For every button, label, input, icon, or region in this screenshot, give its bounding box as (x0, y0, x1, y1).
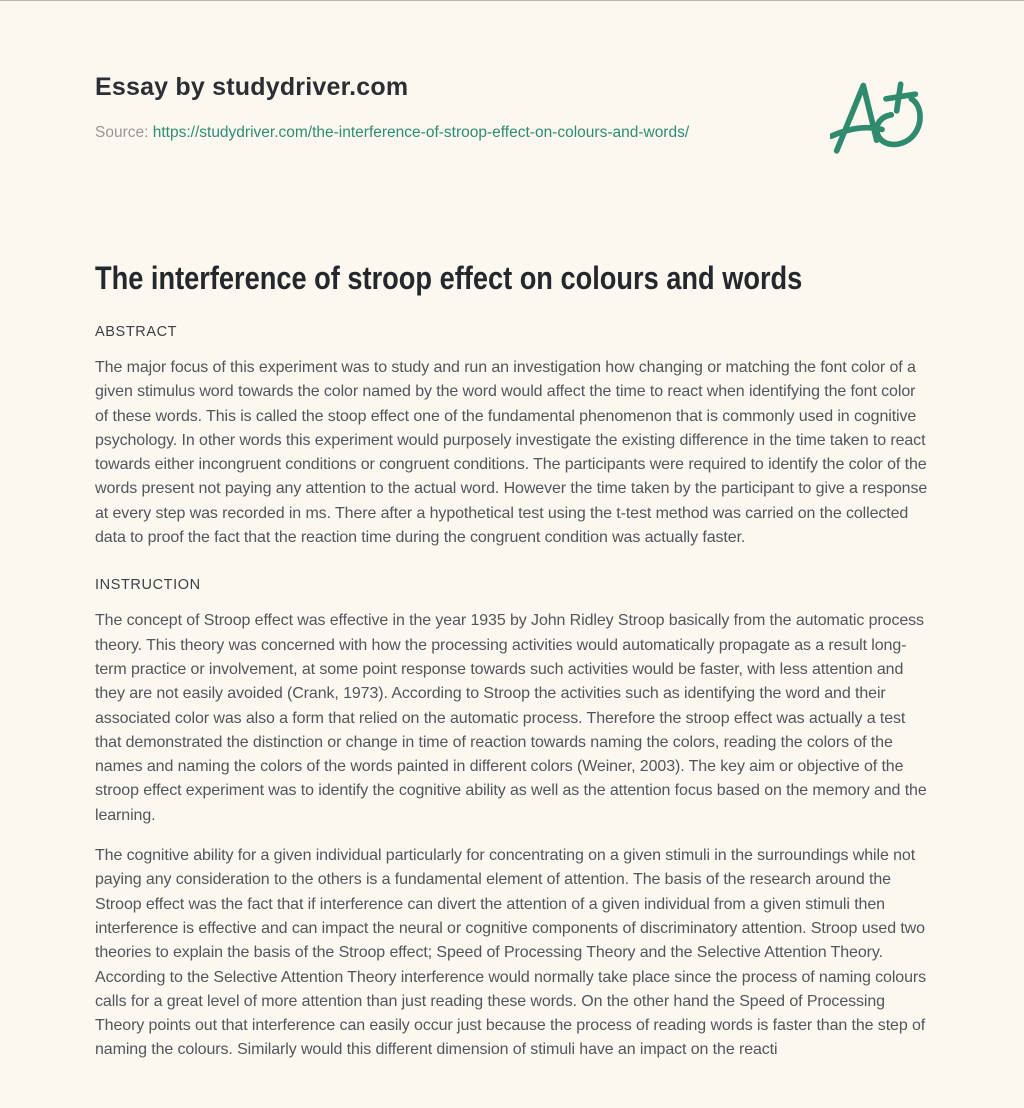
essay-title: The interference of stroop effect on colours and words (95, 260, 803, 296)
source-line (95, 124, 689, 142)
studydriver-aplus-logo-icon (830, 69, 930, 164)
section-heading-abstract: ABSTRACT (95, 324, 178, 340)
header-text-block (95, 73, 689, 142)
source-label: Source: (95, 124, 149, 141)
source-link[interactable]: https://studydriver.com/the-interference-of-stroop-effect-on-colours-and-words/ (152, 124, 690, 141)
page-content (0, 1, 1024, 1063)
page-header (95, 73, 930, 164)
instruction-paragraph-2: The cognitive ability for a given individual particularly for concentrating on a given stimuli in the surroundings while not paying any consideration to the others is a fundamental element of attention. The basis of the research around the Stroop effect was the fact that if interference can divert the attention of a given individual from a given stimuli then interference is effective and can impact the neural or cognitive components of discriminatory attention. Stroop used two theories to explain the basis of the Stroop effect; Speed of Processing Theory and the Selective Attention Theory. According to the Selective Attention Theory interference would normally take place since the process of naming colours calls for a great level of more attention than just reading these words. On the other hand the Speed of Processing Theory points out that interference can easily occur just because the process of reading words is faster than the step of naming the colours. Similarly would this different dimension of stimuli have an impact on the reacti (95, 847, 927, 1059)
site-header-title: Essay by studydriver.com (95, 73, 409, 101)
section-heading-instruction: INSTRUCTION (95, 577, 201, 594)
instruction-paragraph-1: The concept of Stroop effect was effective in the year 1935 by John Ridley Stroop basically from the automatic process theory. This theory was concerned with how the processing activities would automatically propagate as a result long-term practice or involvement, at some point response towards such activities would be faster, with less attention and they are not easily avoided (Crank, 1973). According to Stroop the activities such as identifying the word and their associated color was also a form that relied on the automatic process. Therefore the stroop effect was actually a test that demonstrated the distinction or change in time of reaction towards naming the colors, reading the colors of the names and naming the colors of the words painted in different colors (Weiner, 2003). The key aim or objective of the stroop effect experiment was to identify the cognitive ability as well as the attention focus based on the memory and the learning. (95, 612, 927, 824)
abstract-paragraph: The major focus of this experiment was to study and run an investigation how changing or matching the font color of a given stimulus word towards the color named by the word would affect the time to react when identifying the font color of these words. This is called the stoop effect one of the fundamental phenomenon that is commonly used in cognitive psychology. In other words this experiment would purposely investigate the existing difference in the time taken to react towards either incongruent conditions or congruent conditions. The participants were required to identify the color of the words present not paying any attention to the actual word. However the time taken by the participant to give a response at every step was recorded in ms. There after a hypothetical test using the t-test method was carried on the collected data to proof the fact that the reaction time during the congruent condition was actually faster. (95, 359, 928, 547)
essay-content (95, 260, 930, 1063)
